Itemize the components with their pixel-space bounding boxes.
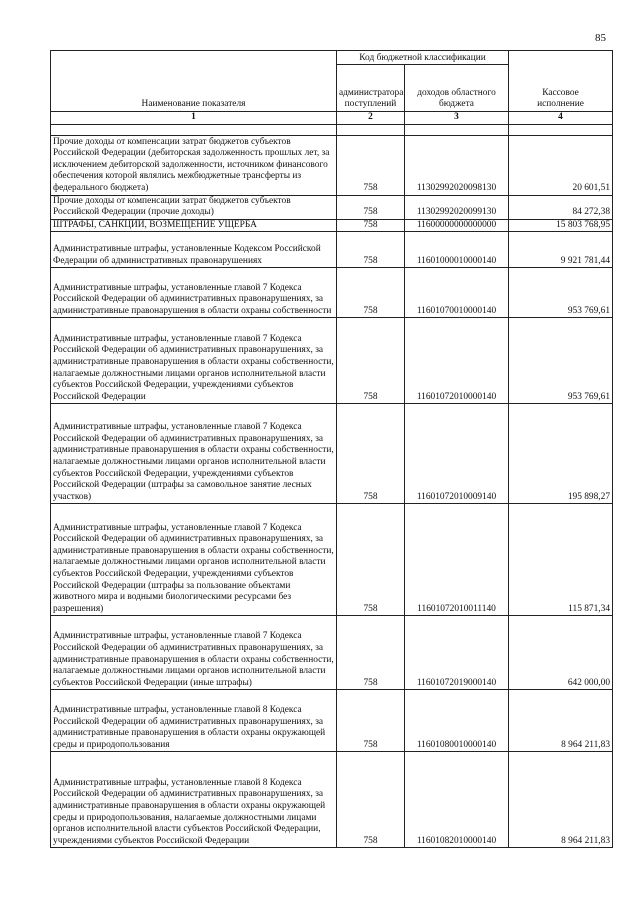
row-admin: 758 [337,690,405,752]
row-sum: 115 871,34 [509,504,613,616]
row-sum: 953 769,61 [509,318,613,404]
row-admin: 758 [337,616,405,690]
row-admin: 758 [337,232,405,268]
header-cash-execution [509,51,613,112]
table-row [51,504,613,616]
row-name: Административные штрафы, установленные главой 8 Кодекса Российской Федерации об административных правонарушениях, за административные правонарушения в области охраны окружающей среды и природопользования [51,690,337,752]
row-code: 11601072010011140 [405,504,509,616]
row-code: 11600000000000000 [405,219,509,232]
header-indicator: Наименование показателя [51,51,337,112]
row-sum: 195 898,27 [509,404,613,504]
row-code: 11601072010009140 [405,404,509,504]
table-row [51,195,613,219]
row-name: ШТРАФЫ, САНКЦИИ, ВОЗМЕЩЕНИЕ УЩЕРБА [51,219,337,232]
header-revenue-text: доходов областного бюджета [417,87,496,110]
table-row [51,219,613,232]
column-number: 4 [509,112,613,125]
row-admin: 758 [337,268,405,318]
column-number: 2 [337,112,405,125]
row-name: Прочие доходы от компенсации затрат бюджетов субъектов Российской Федерации (дебиторская задолженность прошлых лет, за исключением дебиторской задолженности, источником финансового обеспечения которой являлись межбюджетные трансферты из федерального бюджета) [51,135,337,195]
table-row [51,404,613,504]
row-admin: 758 [337,195,405,219]
row-admin: 758 [337,752,405,848]
row-sum: 8 964 211,83 [509,752,613,848]
table-row [51,616,613,690]
revenue-table [50,50,613,848]
column-number: 3 [405,112,509,125]
table-row [51,135,613,195]
table-row [51,232,613,268]
spacer-row [51,124,613,135]
row-admin: 758 [337,318,405,404]
row-code: 11601070010000140 [405,268,509,318]
header-cash-execution-text: Кассовое исполнение [537,87,584,110]
header-administrator: администратора поступлений [337,65,405,112]
row-code: 11302992020099130 [405,195,509,219]
row-sum: 15 803 768,95 [509,219,613,232]
row-name: Административные штрафы, установленные главой 7 Кодекса Российской Федерации об административных правонарушениях, за административные правонарушения в области охраны собственности, налагаемые должностными лицами органов исполнительной власти субъектов Российской Федерации (иные штрафы) [51,616,337,690]
page-number: 85 [595,32,606,44]
column-number: 1 [51,112,337,125]
row-name: Административные штрафы, установленные главой 7 Кодекса Российской Федерации об административных правонарушениях, за административные правонарушения в области охраны собственности [51,268,337,318]
row-code: 11302992020098130 [405,135,509,195]
row-code: 11601080010000140 [405,690,509,752]
row-code: 11601082010000140 [405,752,509,848]
row-name: Административные штрафы, установленные главой 7 Кодекса Российской Федерации об административных правонарушениях, за административные правонарушения в области охраны собственности, налагаемые должностными лицами органов исполнительной власти субъектов Российской Федерации, учреждениями субъектов Российской Федерации (штрафы за самовольное занятие лесных участков) [51,404,337,504]
row-admin: 758 [337,504,405,616]
row-sum: 84 272,38 [509,195,613,219]
row-admin: 758 [337,135,405,195]
row-name: Административные штрафы, установленные главой 8 Кодекса Российской Федерации об административных правонарушениях, за административные правонарушения в области охраны окружающей среды и природопользования, налагаемые должностными лицами органов исполнительной власти субъектов Российской Федерации, учреждениями субъектов Российской Федерации [51,752,337,848]
header-revenue [405,65,509,112]
row-sum: 9 921 781,44 [509,232,613,268]
row-sum: 8 964 211,83 [509,690,613,752]
row-code: 11601072010000140 [405,318,509,404]
row-admin: 758 [337,404,405,504]
table-row [51,752,613,848]
row-name: Административные штрафы, установленные главой 7 Кодекса Российской Федерации об административных правонарушениях, за административные правонарушения в области охраны собственности, налагаемые должностными лицами органов исполнительной власти субъектов Российской Федерации, учреждениями субъектов Российской Федерации [51,318,337,404]
row-name: Прочие доходы от компенсации затрат бюджетов субъектов Российской Федерации (прочие доходы) [51,195,337,219]
table-row [51,268,613,318]
row-code: 11601000010000140 [405,232,509,268]
header-budget-code-group: Код бюджетной классификации [337,51,509,65]
row-sum: 953 769,61 [509,268,613,318]
row-sum: 20 601,51 [509,135,613,195]
table-row [51,690,613,752]
row-admin: 758 [337,219,405,232]
column-number-row [51,112,613,125]
table-row [51,318,613,404]
row-name: Административные штрафы, установленные главой 7 Кодекса Российской Федерации об административных правонарушениях, за административные правонарушения в области охраны собственности, налагаемые должностными лицами органов исполнительной власти субъектов Российской Федерации, учреждениями субъектов Российской Федерации (штрафы за пользование объектами животного мира и водными биологическими ресурсами без разрешения) [51,504,337,616]
row-name: Административные штрафы, установленные Кодексом Российской Федерации об административных правонарушениях [51,232,337,268]
row-code: 11601072019000140 [405,616,509,690]
row-sum: 642 000,00 [509,616,613,690]
